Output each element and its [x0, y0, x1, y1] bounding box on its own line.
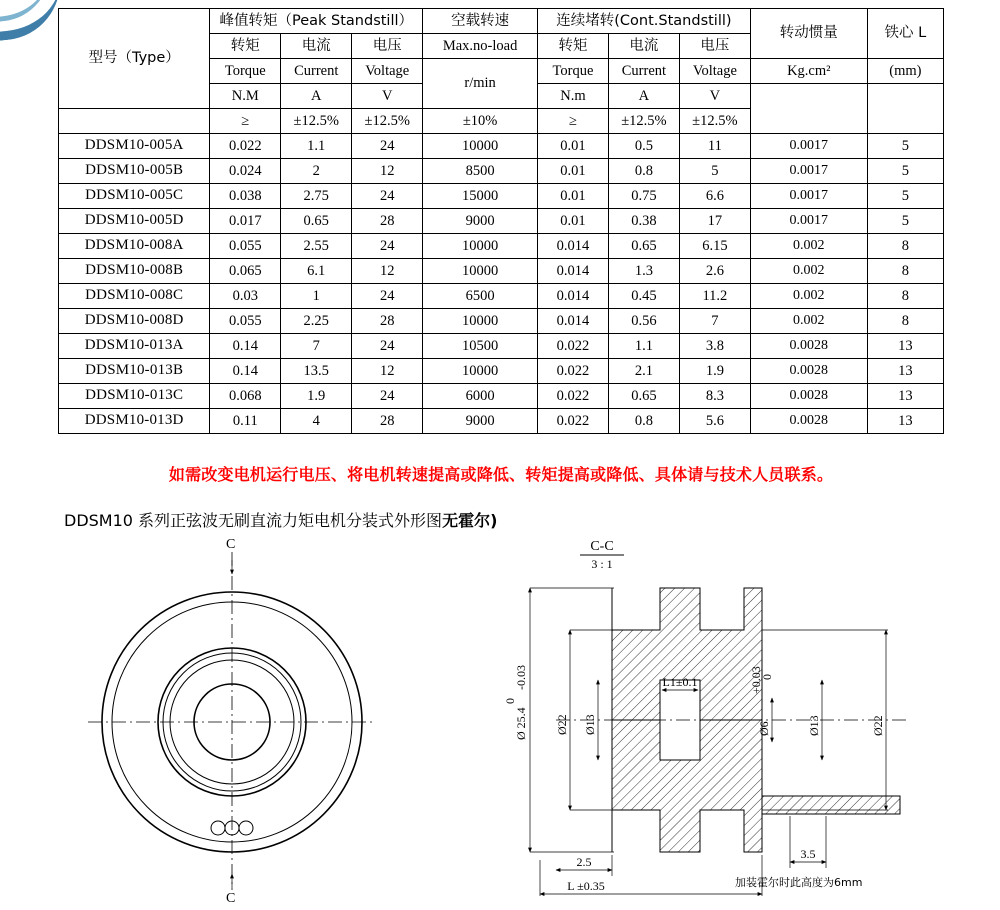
header-inertia-blank [750, 84, 867, 134]
cell-model: DDSM10-008D [59, 309, 210, 334]
cell-cont-torque: 0.014 [537, 309, 608, 334]
cell-peak-current: 7 [281, 334, 352, 359]
cell-cont-voltage: 3.8 [679, 334, 750, 359]
table-row [59, 384, 944, 409]
cell-inertia: 0.0028 [750, 359, 867, 384]
header-cont-voltage-en: Voltage [679, 59, 750, 84]
cell-model: DDSM10-008C [59, 284, 210, 309]
cell-peak-voltage: 24 [352, 284, 423, 309]
header-peak-voltage-cn: 电压 [352, 34, 423, 59]
header-cont-voltage-cn: 电压 [679, 34, 750, 59]
cell-peak-voltage: 28 [352, 409, 423, 434]
dim-text-outer-tol-upper: 0 [503, 698, 517, 704]
dim-text-l1: L1±0.1 [662, 675, 698, 689]
header-peak-current-cn: 电流 [281, 34, 352, 59]
cell-model: DDSM10-013A [59, 334, 210, 359]
cell-peak-current: 1.9 [281, 384, 352, 409]
cell-noload: 10000 [423, 309, 538, 334]
dim-text-22-left: Ø22 [555, 714, 569, 735]
cell-noload: 9000 [423, 409, 538, 434]
cell-core-length: 5 [867, 184, 943, 209]
cell-peak-current: 2 [281, 159, 352, 184]
header-core-unit: (mm) [867, 59, 943, 84]
dim-text-outer: Ø 25.4 [514, 707, 528, 740]
cell-peak-torque: 0.14 [210, 334, 281, 359]
header-cont-torque-tol: ≥ [537, 109, 608, 134]
cell-cont-current: 2.1 [608, 359, 679, 384]
cell-peak-torque: 0.065 [210, 259, 281, 284]
cell-cont-voltage: 5 [679, 159, 750, 184]
dim-text-2-5: 2.5 [576, 855, 592, 869]
cell-inertia: 0.002 [750, 284, 867, 309]
cell-inertia: 0.0017 [750, 159, 867, 184]
cell-model: DDSM10-005A [59, 134, 210, 159]
cell-model: DDSM10-013D [59, 409, 210, 434]
cell-model: DDSM10-013B [59, 359, 210, 384]
table-row [59, 334, 944, 359]
header-peak-voltage-unit: V [352, 84, 423, 109]
cell-peak-voltage: 24 [352, 384, 423, 409]
header-model-blank [59, 109, 210, 134]
cell-inertia: 0.002 [750, 234, 867, 259]
cell-peak-current: 13.5 [281, 359, 352, 384]
cell-noload: 15000 [423, 184, 538, 209]
specification-table-container [58, 8, 944, 434]
dim-text-6-tol-lower: 0 [760, 674, 774, 680]
dim-text-6: Ø6 [757, 721, 771, 736]
cell-noload: 6500 [423, 284, 538, 309]
cell-core-length: 13 [867, 334, 943, 359]
header-peak-voltage-en: Voltage [352, 59, 423, 84]
cell-cont-torque: 0.014 [537, 284, 608, 309]
header-cont-torque-en: Torque [537, 59, 608, 84]
cell-noload: 10000 [423, 359, 538, 384]
technical-drawings [0, 530, 1000, 910]
cell-peak-voltage: 24 [352, 184, 423, 209]
table-row [59, 134, 944, 159]
cell-peak-current: 6.1 [281, 259, 352, 284]
cell-peak-voltage: 12 [352, 359, 423, 384]
cell-peak-voltage: 24 [352, 134, 423, 159]
header-group-cont: 连续堵转(Cont.Standstill) [537, 9, 750, 34]
dim-text-l: L ±0.35 [567, 879, 605, 893]
cell-cont-voltage: 8.3 [679, 384, 750, 409]
cell-peak-current: 4 [281, 409, 352, 434]
cell-core-length: 13 [867, 359, 943, 384]
cell-cont-torque: 0.01 [537, 134, 608, 159]
cell-cont-torque: 0.022 [537, 359, 608, 384]
header-peak-current-en: Current [281, 59, 352, 84]
cell-cont-current: 0.65 [608, 234, 679, 259]
dim-text-3-5: 3.5 [800, 847, 816, 861]
header-cont-torque-unit: N.m [537, 84, 608, 109]
dim-text-outer-tol-lower: -0.03 [514, 665, 528, 690]
table-row [59, 309, 944, 334]
lead-hole-1 [211, 821, 225, 835]
cell-inertia: 0.0028 [750, 384, 867, 409]
cell-cont-torque: 0.014 [537, 259, 608, 284]
cell-cont-current: 1.1 [608, 334, 679, 359]
cell-noload: 6000 [423, 384, 538, 409]
cell-inertia: 0.002 [750, 309, 867, 334]
cell-inertia: 0.0028 [750, 334, 867, 359]
cell-peak-voltage: 12 [352, 259, 423, 284]
cell-model: DDSM10-008A [59, 234, 210, 259]
cell-peak-torque: 0.024 [210, 159, 281, 184]
lead-hole-3 [239, 821, 253, 835]
cell-core-length: 5 [867, 159, 943, 184]
hall-note-text: 加装霍尔时此高度为6mm [735, 876, 863, 889]
cell-cont-voltage: 11 [679, 134, 750, 159]
cell-cont-torque: 0.01 [537, 209, 608, 234]
section-body-lower [612, 720, 762, 852]
cell-peak-torque: 0.055 [210, 309, 281, 334]
cell-cont-torque: 0.022 [537, 334, 608, 359]
table-header-row-groups [59, 9, 944, 34]
cell-cont-current: 0.56 [608, 309, 679, 334]
cell-peak-voltage: 28 [352, 309, 423, 334]
cell-cont-torque: 0.022 [537, 384, 608, 409]
table-row [59, 209, 944, 234]
figure-caption-bold: 无霍尔) [442, 511, 498, 530]
header-inertia-cn: 转动惯量 [750, 9, 867, 59]
table-row [59, 259, 944, 284]
header-cont-current-cn: 电流 [608, 34, 679, 59]
cell-noload: 9000 [423, 209, 538, 234]
header-noload-unit: r/min [423, 59, 538, 109]
cell-cont-torque: 0.014 [537, 234, 608, 259]
cell-core-length: 8 [867, 234, 943, 259]
header-peak-voltage-tol: ±12.5% [352, 109, 423, 134]
cell-model: DDSM10-008B [59, 259, 210, 284]
header-peak-torque-cn: 转矩 [210, 34, 281, 59]
table-row [59, 284, 944, 309]
cell-model: DDSM10-005C [59, 184, 210, 209]
cell-peak-torque: 0.038 [210, 184, 281, 209]
cell-model: DDSM10-005D [59, 209, 210, 234]
header-inertia-unit: Kg.cm² [750, 59, 867, 84]
cell-cont-torque: 0.01 [537, 159, 608, 184]
cell-core-length: 8 [867, 259, 943, 284]
table-row [59, 159, 944, 184]
cell-core-length: 13 [867, 384, 943, 409]
front-view-drawing [88, 537, 376, 906]
cell-peak-current: 2.55 [281, 234, 352, 259]
cell-noload: 10500 [423, 334, 538, 359]
cell-peak-current: 1.1 [281, 134, 352, 159]
section-scale: 3 : 1 [591, 557, 613, 571]
cell-cont-current: 0.5 [608, 134, 679, 159]
cell-peak-current: 1 [281, 284, 352, 309]
header-noload-en: Max.no-load [423, 34, 538, 59]
section-letter-bottom: C [226, 891, 236, 906]
cell-peak-torque: 0.14 [210, 359, 281, 384]
section-letter-top: C [226, 537, 236, 552]
header-core-cn: 铁心 L [867, 9, 943, 59]
section-body-upper [612, 588, 762, 720]
cell-peak-current: 2.25 [281, 309, 352, 334]
cell-cont-voltage: 2.6 [679, 259, 750, 284]
header-cont-current-en: Current [608, 59, 679, 84]
cell-peak-torque: 0.068 [210, 384, 281, 409]
red-notice-text: 如需改变电机运行电压、将电机转速提高或降低、转矩提高或降低、具体请与技术人员联系。 [168, 465, 834, 484]
cell-cont-voltage: 6.6 [679, 184, 750, 209]
cell-cont-current: 0.8 [608, 159, 679, 184]
cell-peak-torque: 0.017 [210, 209, 281, 234]
cell-cont-current: 0.38 [608, 209, 679, 234]
cell-inertia: 0.0017 [750, 134, 867, 159]
cell-core-length: 13 [867, 409, 943, 434]
cell-cont-current: 0.65 [608, 384, 679, 409]
cell-cont-voltage: 7 [679, 309, 750, 334]
cell-peak-current: 0.65 [281, 209, 352, 234]
header-peak-torque-tol: ≥ [210, 109, 281, 134]
section-title: C-C [590, 539, 614, 554]
cell-cont-torque: 0.022 [537, 409, 608, 434]
dim-text-6-tol-upper: +0.03 [749, 666, 763, 694]
cell-inertia: 0.002 [750, 259, 867, 284]
cell-cont-voltage: 17 [679, 209, 750, 234]
table-row [59, 409, 944, 434]
cell-core-length: 8 [867, 284, 943, 309]
header-peak-current-tol: ±12.5% [281, 109, 352, 134]
header-core-blank [867, 84, 943, 134]
figure-caption-main: DDSM10 系列正弦波无刷直流力矩电机分装式外形图 [64, 511, 443, 530]
header-cont-current-tol: ±12.5% [608, 109, 679, 134]
header-model: 型号（Type） [59, 9, 210, 109]
cell-noload: 10000 [423, 234, 538, 259]
cell-noload: 10000 [423, 259, 538, 284]
cell-cont-voltage: 5.6 [679, 409, 750, 434]
cell-model: DDSM10-013C [59, 384, 210, 409]
cell-core-length: 8 [867, 309, 943, 334]
header-cont-voltage-unit: V [679, 84, 750, 109]
dim-text-22-right: Ø22 [871, 715, 885, 736]
mounting-plate [762, 796, 900, 814]
specification-table [58, 8, 944, 434]
table-row [59, 359, 944, 384]
drawing-svg [0, 530, 1000, 910]
figure-caption [64, 508, 497, 531]
cell-peak-torque: 0.11 [210, 409, 281, 434]
cell-cont-voltage: 6.15 [679, 234, 750, 259]
section-view-drawing [503, 539, 910, 896]
cell-inertia: 0.0017 [750, 184, 867, 209]
table-row [59, 234, 944, 259]
cell-peak-voltage: 28 [352, 209, 423, 234]
cell-noload: 10000 [423, 134, 538, 159]
cell-noload: 8500 [423, 159, 538, 184]
cell-inertia: 0.0017 [750, 209, 867, 234]
cell-cont-torque: 0.01 [537, 184, 608, 209]
table-row [59, 184, 944, 209]
cell-peak-voltage: 24 [352, 334, 423, 359]
cell-cont-current: 0.75 [608, 184, 679, 209]
header-group-noload: 空载转速 [423, 9, 538, 34]
cell-cont-voltage: 11.2 [679, 284, 750, 309]
cell-core-length: 5 [867, 134, 943, 159]
cell-peak-voltage: 24 [352, 234, 423, 259]
cell-peak-torque: 0.055 [210, 234, 281, 259]
cell-peak-voltage: 12 [352, 159, 423, 184]
cell-peak-torque: 0.022 [210, 134, 281, 159]
cell-cont-current: 0.8 [608, 409, 679, 434]
cell-cont-current: 0.45 [608, 284, 679, 309]
table-body [59, 134, 944, 434]
cell-core-length: 5 [867, 209, 943, 234]
header-peak-torque-en: Torque [210, 59, 281, 84]
cell-inertia: 0.0028 [750, 409, 867, 434]
dim-text-13-left: Ø13 [583, 714, 597, 735]
dim-text-13-right: Ø13 [807, 715, 821, 736]
header-peak-current-unit: A [281, 84, 352, 109]
header-cont-torque-cn: 转矩 [537, 34, 608, 59]
header-group-peak: 峰值转矩（Peak Standstill） [210, 9, 423, 34]
header-cont-voltage-tol: ±12.5% [679, 109, 750, 134]
cell-cont-current: 1.3 [608, 259, 679, 284]
header-peak-torque-unit: N.M [210, 84, 281, 109]
cell-peak-torque: 0.03 [210, 284, 281, 309]
cell-model: DDSM10-005B [59, 159, 210, 184]
cell-cont-voltage: 1.9 [679, 359, 750, 384]
header-noload-tol: ±10% [423, 109, 538, 134]
header-cont-current-unit: A [608, 84, 679, 109]
cell-peak-current: 2.75 [281, 184, 352, 209]
